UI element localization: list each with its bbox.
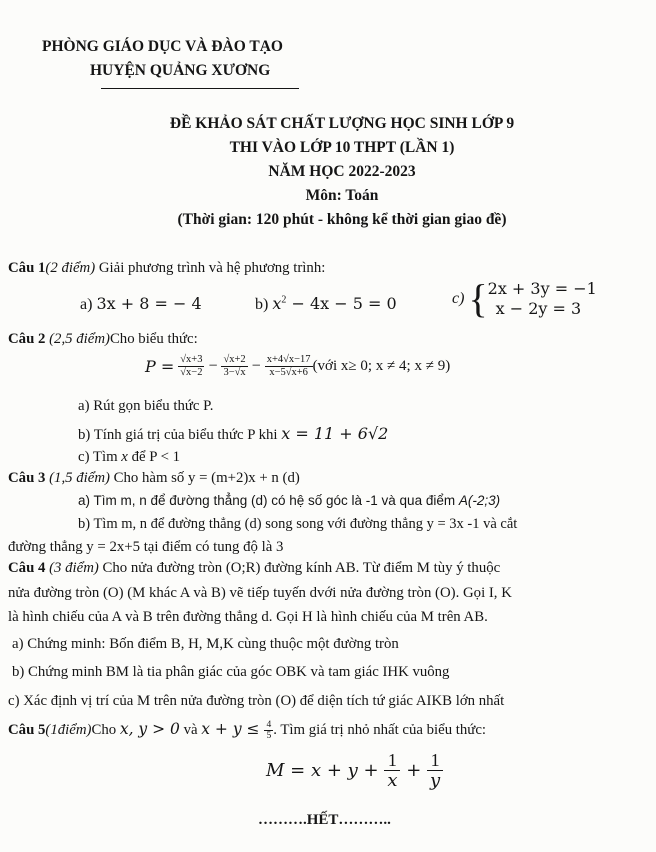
question-1-text: Giải phương trình và hệ phương trình:	[95, 260, 326, 276]
question-4-line3: là hình chiếu của A và B trên đường thẳng d. Gọi H là hình chiếu của M trên AB.	[8, 609, 488, 625]
question-4-prompt	[8, 560, 500, 577]
question-1a-label: a)	[80, 296, 97, 313]
question-5-condition: x, y > 0	[119, 720, 180, 738]
fraction-1-over-y-num: 1	[427, 750, 443, 771]
fraction-1-over-x-num: 1	[384, 750, 400, 771]
question-4-line1: Cho nửa đường tròn (O;R) đường kính AB. Từ điểm M tùy ý thuộc	[98, 560, 501, 576]
question-2b	[78, 424, 388, 444]
fraction-3-num: x+4√x−17	[266, 354, 311, 365]
question-2b-value: x = 11 + 6√2	[281, 424, 389, 443]
question-1a-equation: 3x + 8 = − 4	[96, 294, 202, 313]
fraction-1	[178, 354, 204, 379]
question-2c-text: c) Tìm	[78, 449, 122, 465]
question-1b-exp: 2	[281, 294, 287, 306]
m-expression: M = x + y +	[266, 760, 385, 781]
question-2c-rest: để P < 1	[127, 449, 181, 465]
question-2c-var: x	[121, 449, 128, 465]
question-2-label: Câu 2	[8, 331, 46, 347]
fraction-2	[221, 354, 247, 379]
fraction-1-num: √x+3	[180, 354, 203, 365]
question-5-sum: x + y ≤	[201, 720, 265, 738]
question-4-label: Câu 4	[8, 560, 46, 576]
question-3-prompt	[8, 470, 300, 487]
fraction-2-den: 3−√x	[223, 367, 246, 378]
system-brace: {	[468, 276, 488, 321]
question-5-text1: Cho	[91, 722, 120, 738]
exam-title: ĐỀ KHẢO SÁT CHẤT LƯỢNG HỌC SINH LỚP 9	[169, 115, 515, 132]
question-2a: a) Rút gọn biểu thức P.	[78, 398, 214, 414]
fraction-1-den: √x−2	[180, 367, 203, 378]
fraction-4-5-num: 4	[266, 720, 272, 731]
question-4a: a) Chứng minh: Bốn điểm B, H, M,K cùng thuộc một đường tròn	[12, 636, 399, 652]
system-equation-2: x − 2y = 3	[495, 299, 582, 318]
fraction-3	[265, 354, 313, 379]
question-1a	[80, 294, 202, 314]
question-3-label: Câu 3	[8, 470, 46, 486]
time-limit: (Thời gian: 120 phút - không kể thời gian giao đề)	[177, 211, 507, 228]
header-underline	[101, 88, 299, 89]
question-2c	[78, 449, 180, 466]
fraction-1-over-y-den: y	[430, 770, 441, 791]
fraction-2-num: √x+2	[223, 354, 246, 365]
question-3-text: Cho hàm số y = (m+2)x + n (d)	[109, 470, 300, 486]
question-1b-rest: − 4x − 5 = 0	[286, 294, 397, 313]
question-2-text: Cho biểu thức:	[109, 331, 198, 347]
fraction-4-5	[264, 720, 273, 741]
question-4-points: (3 điểm)	[45, 560, 99, 576]
system-equation-1: 2x + 3y = −1	[487, 279, 597, 298]
exam-subtitle: THI VÀO LỚP 10 THPT (LẦN 1)	[229, 139, 455, 156]
question-5-points: (1điểm)	[45, 722, 92, 738]
question-3a-text: a) Tìm m, n để đường thẳng (d) có hệ số góc là -1 và qua điểm	[78, 493, 459, 508]
question-3-points: (1,5 điểm)	[45, 470, 110, 486]
question-5-text3: . Tìm giá trị nhỏ nhất của biểu thức:	[273, 722, 487, 738]
question-1-prompt	[8, 260, 325, 277]
school-year: NĂM HỌC 2022-2023	[268, 163, 416, 180]
department-name: PHÒNG GIÁO DỤC VÀ ĐÀO TẠO	[42, 38, 283, 55]
subject: Môn: Toán	[305, 187, 379, 204]
question-1-label: Câu 1	[8, 260, 46, 276]
fraction-1-over-y	[427, 750, 443, 791]
plus-sign: +	[400, 760, 428, 781]
expression-M	[266, 750, 443, 791]
question-2-prompt	[8, 331, 198, 348]
district-name: HUYỆN QUẢNG XƯƠNG	[90, 62, 271, 79]
question-1c	[452, 276, 597, 321]
fraction-1-over-x-den: x	[387, 770, 398, 791]
question-3b-line1: b) Tìm m, n để đường thẳng (d) song song với đường thẳng y = 3x -1 và cắt	[78, 516, 518, 532]
question-3a-point: A(-2;3)	[458, 493, 501, 508]
question-3a	[78, 493, 500, 508]
minus-1: −	[208, 357, 218, 375]
minus-2: −	[251, 357, 261, 375]
question-3b-line2: đường thẳng y = 2x+5 tại điểm có tung độ là 3	[8, 539, 284, 555]
question-5-text2: và	[179, 722, 202, 738]
fraction-1-over-x	[384, 750, 400, 791]
question-2b-text: b) Tính giá trị của biểu thức P khi	[78, 427, 282, 443]
question-2-points: (2,5 điểm)	[45, 331, 110, 347]
fraction-3-den: x−5√x+6	[269, 367, 308, 378]
fraction-4-5-den: 5	[266, 731, 272, 742]
equation-system	[488, 279, 597, 319]
question-5-prompt	[8, 720, 486, 741]
expression-P	[145, 354, 450, 379]
question-4-line2: nửa đường tròn (O) (M khác A và B) vẽ tiếp tuyến dvới nửa đường tròn (O). Gọi I, K	[8, 585, 512, 601]
p-lhs: P =	[145, 357, 175, 376]
question-1b-label: b)	[255, 296, 273, 313]
domain-condition: (với x≥ 0; x ≠ 4; x ≠ 9)	[312, 358, 451, 374]
question-5-label: Câu 5	[8, 722, 46, 738]
question-4c: c) Xác định vị trí của M trên nửa đường tròn (O) để diện tích tứ giác AIKB lớn nhất	[8, 693, 505, 709]
question-1-points: (2 điểm)	[45, 260, 96, 276]
question-1b-var: x	[272, 294, 282, 313]
question-4b: b) Chứng minh BM là tia phân giác của góc OBK và tam giác IHK vuông	[12, 664, 450, 680]
question-1b	[255, 294, 397, 314]
end-marker: ……….HẾT………..	[258, 812, 391, 828]
question-1c-label: c)	[452, 290, 469, 307]
